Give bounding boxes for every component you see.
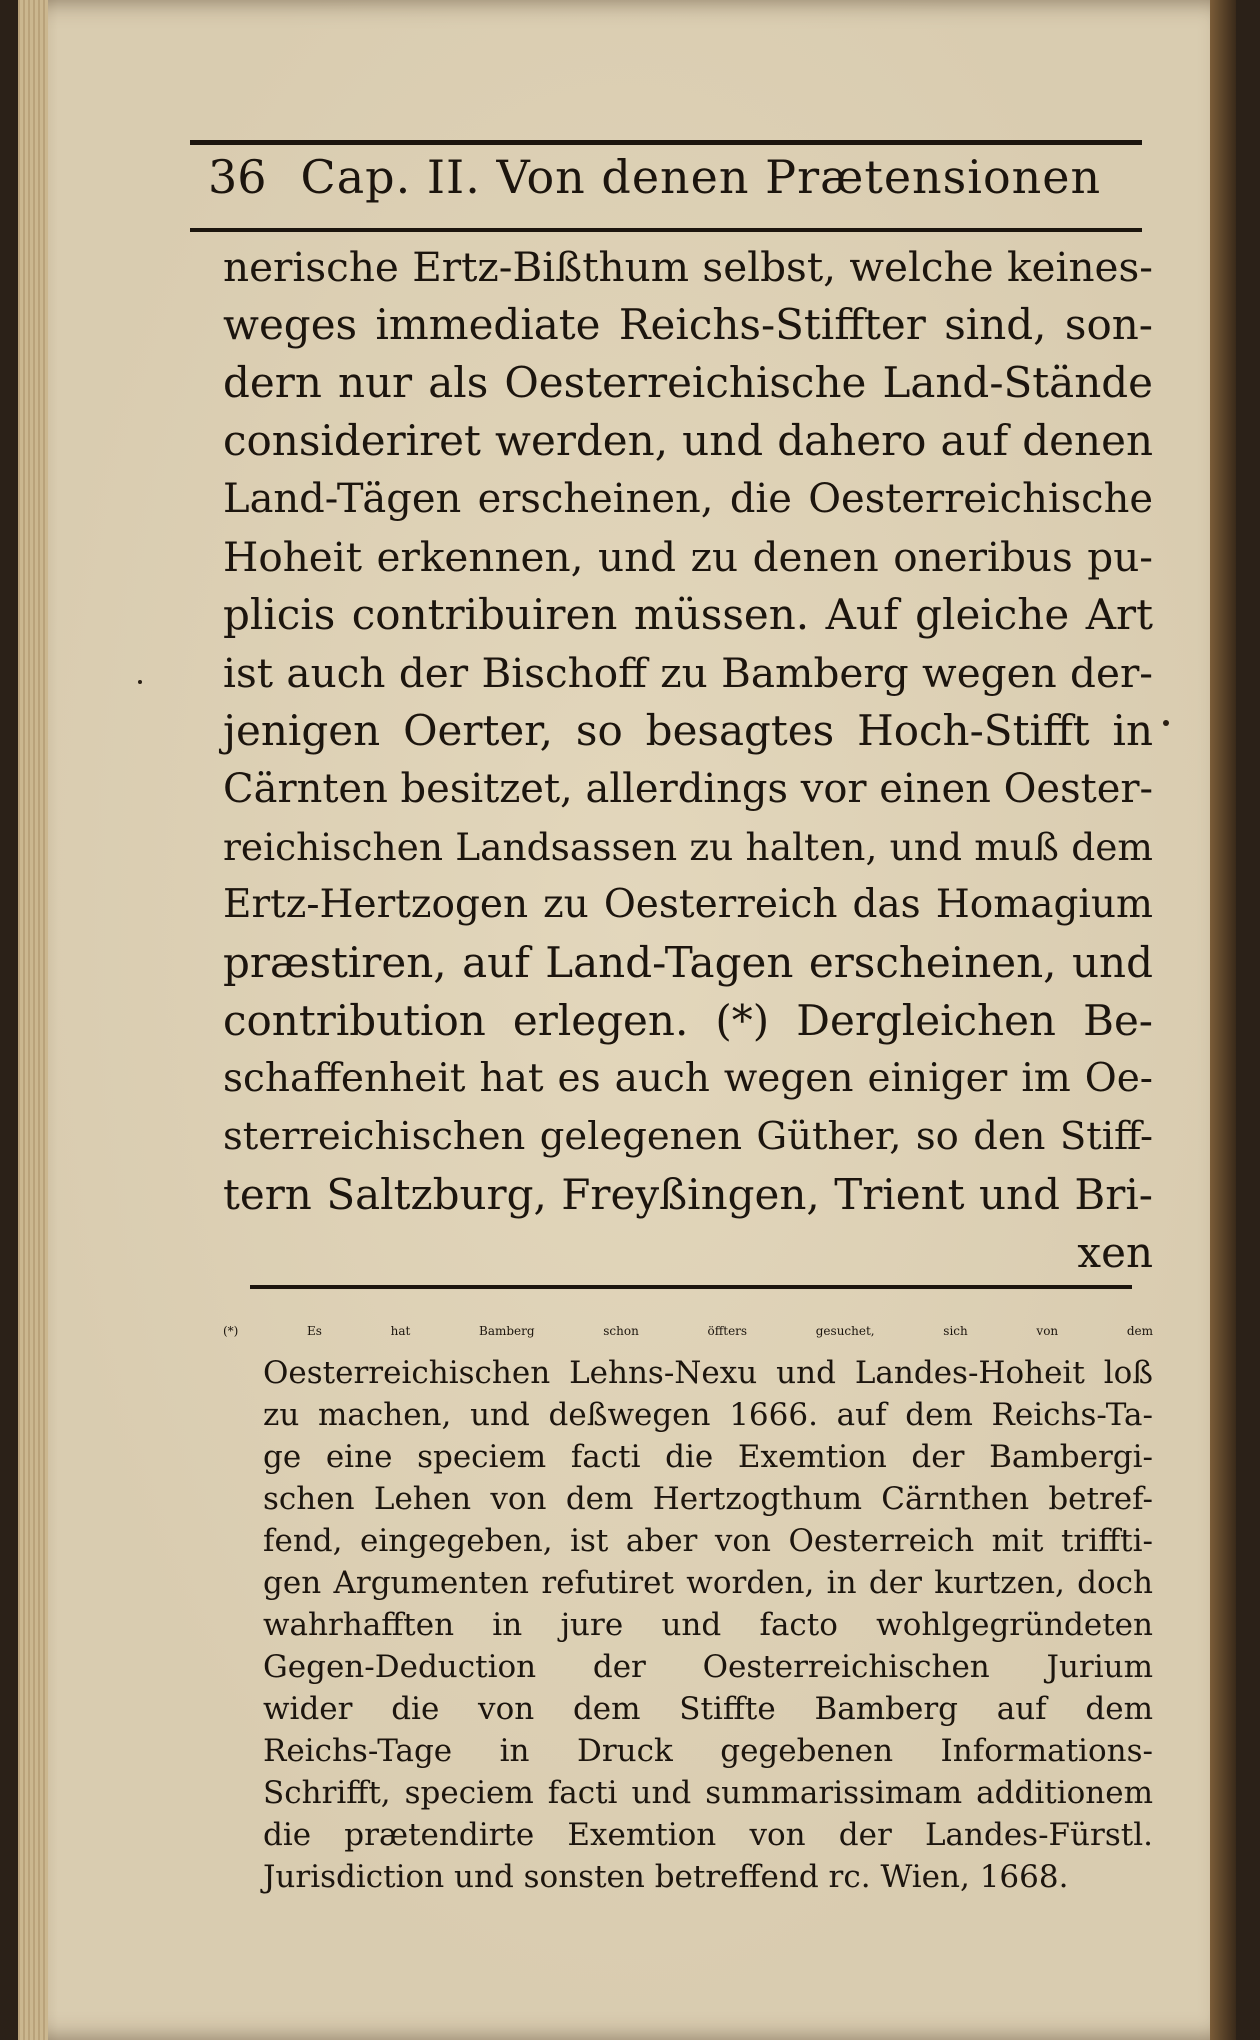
text-line: consideriret werden, und dahero auf denen: [223, 416, 1153, 465]
footnote-line: die prætendirte Exemtion von der Landes-Fürstl.: [263, 1817, 1153, 1853]
footnote-line: wider die von dem Stiffte Bamberg auf dem: [263, 1691, 1153, 1727]
text-line: Cärnten besitzet, allerdings vor einen Oester-: [223, 766, 1153, 812]
running-title: Cap. II. Von denen Prætensionen: [300, 150, 1102, 204]
footnote-line: fend, eingegeben, ist aber von Oesterreich mit triffti-: [263, 1523, 1153, 1559]
text-line: Land-Tägen erscheinen, die Oesterreichische: [223, 476, 1153, 522]
text-line: dern nur als Oesterreichische Land-Stände: [223, 358, 1153, 407]
footnote-line: Schrifft, speciem facti und summarissimam additionem: [263, 1775, 1153, 1811]
main-text: [223, 238, 1153, 1282]
text-line: præstiren, auf Land-Tagen erscheinen, und: [223, 938, 1153, 987]
text-line: reichischen Landsassen zu halten, und muß dem: [223, 825, 1153, 869]
text-line: jenigen Oerter, so besagtes Hoch-Stifft in: [223, 706, 1153, 755]
footnote-line: gen Argumenten refutiret worden, in der kurtzen, doch: [263, 1565, 1153, 1601]
page-header: [208, 150, 1138, 230]
ink-speck: [138, 680, 142, 684]
text-line: Ertz-Hertzogen zu Oesterreich das Homagium: [223, 882, 1153, 927]
footnote-line: Reichs-Tage in Druck gegebenen Informations-: [263, 1733, 1153, 1769]
text-line: plicis contribuiren müssen. Auf gleiche Art: [223, 590, 1153, 639]
text-line: schaffenheit hat es auch wegen einiger im Oe-: [223, 1056, 1153, 1101]
page-stack-edge: [18, 0, 48, 2040]
header-top-rule: [190, 140, 1142, 145]
footnote-line: schen Lehen von dem Hertzogthum Cärnthen betref-: [263, 1481, 1153, 1517]
book-page: [18, 0, 1236, 2040]
page-number: 36: [208, 150, 267, 204]
catchword: xen: [1077, 1228, 1153, 1277]
footnote-line: Oesterreichischen Lehns-Nexu und Landes-Hoheit loß: [263, 1355, 1153, 1391]
footnote-line: Jurisdiction und sonsten betreffend rc. Wien, 1668.: [263, 1859, 1069, 1895]
text-line: weges immediate Reichs-Stiffter sind, son-: [223, 300, 1153, 349]
binding-shadow: [1210, 0, 1236, 2040]
footnote-line: Gegen-Deduction der Oesterreichischen Jurium: [263, 1649, 1153, 1685]
footnote: [223, 1310, 1153, 1898]
footnote-line: (*) Es hat Bamberg schon öffters gesuchet, sich von dem: [223, 1324, 1153, 1338]
text-line: ist auch der Bischoff zu Bamberg wegen der-: [223, 649, 1153, 697]
footnote-line: zu machen, und deßwegen 1666. auf dem Reichs-Ta-: [263, 1397, 1153, 1433]
text-line: contribution erlegen. (*) Dergleichen Be-: [223, 996, 1153, 1045]
text-line: Hoheit erkennen, und zu denen oneribus pu-: [223, 533, 1153, 581]
text-line: nerische Ertz-Bißthum selbst, welche keines-: [223, 243, 1153, 291]
text-line: tern Saltzburg, Freyßingen, Trient und Bri-: [223, 1170, 1153, 1219]
ink-speck: [1163, 720, 1169, 726]
footnote-line: wahrhafften in jure und facto wohlgegründeten: [263, 1607, 1153, 1643]
footnote-rule: [250, 1285, 1132, 1289]
footnote-line: ge eine speciem facti die Exemtion der Bambergi-: [263, 1439, 1153, 1475]
header-bottom-rule: [190, 228, 1142, 232]
text-line: sterreichischen gelegenen Güther, so den Stiff-: [223, 1114, 1153, 1159]
